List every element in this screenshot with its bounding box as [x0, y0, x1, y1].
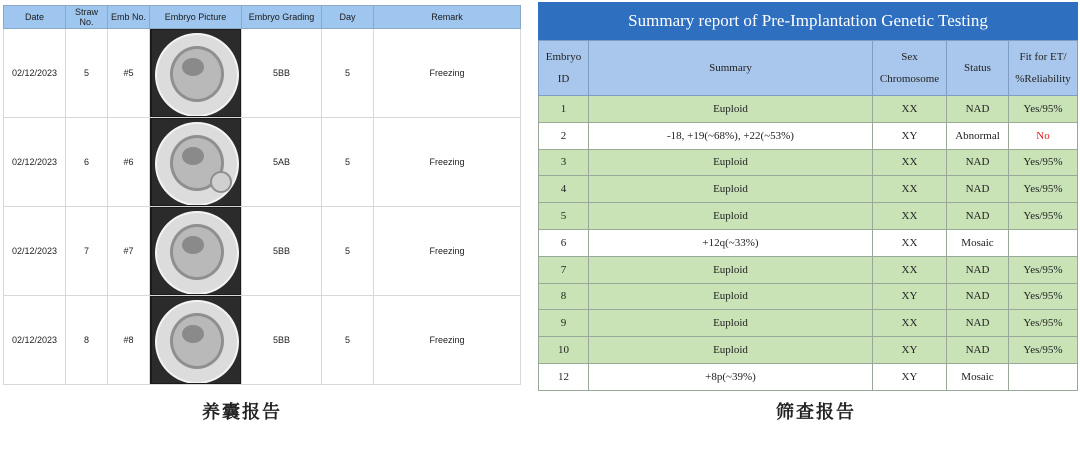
- col-header-emb: Emb No.: [108, 6, 150, 29]
- embryo-image: [152, 30, 240, 116]
- cell-status: NAD: [947, 310, 1009, 337]
- cell-sex: XY: [873, 283, 947, 310]
- cell-status: Abnormal: [947, 122, 1009, 149]
- cell-embryo-id: 12: [539, 363, 589, 390]
- cell-status: NAD: [947, 203, 1009, 230]
- cell-emb: #6: [108, 118, 150, 207]
- cell-status: NAD: [947, 283, 1009, 310]
- cell-fit: Yes/95%: [1009, 310, 1078, 337]
- cell-picture: [150, 296, 242, 385]
- cell-status: Mosaic: [947, 229, 1009, 256]
- cell-grading: 5BB: [242, 296, 322, 385]
- cell-embryo-id: 4: [539, 176, 589, 203]
- cell-straw: 7: [66, 207, 108, 296]
- table-row: [4, 29, 521, 118]
- cell-sex: XY: [873, 363, 947, 390]
- cell-fit: Yes/95%: [1009, 149, 1078, 176]
- table-row: [4, 118, 521, 207]
- pgt-report-title: Summary report of Pre-Implantation Genetic Testing: [538, 2, 1078, 40]
- cell-straw: 8: [66, 296, 108, 385]
- cell-embryo-id: 6: [539, 229, 589, 256]
- cell-emb: #7: [108, 207, 150, 296]
- cell-status: NAD: [947, 337, 1009, 364]
- embryo-image: [152, 208, 240, 294]
- cell-sex: XX: [873, 229, 947, 256]
- cell-status: NAD: [947, 176, 1009, 203]
- cell-date: 02/12/2023: [4, 207, 66, 296]
- pgt-report-caption: 筛查报告: [776, 402, 856, 423]
- cell-grading: 5BB: [242, 207, 322, 296]
- cell-fit: No: [1009, 122, 1078, 149]
- cell-embryo-id: 8: [539, 283, 589, 310]
- cell-summary: Euploid: [589, 337, 873, 364]
- cell-status: NAD: [947, 149, 1009, 176]
- cell-fit: [1009, 363, 1078, 390]
- cell-sex: XY: [873, 122, 947, 149]
- cell-embryo-id: 3: [539, 149, 589, 176]
- cell-status: Mosaic: [947, 363, 1009, 390]
- embryo-image: [152, 119, 240, 205]
- cell-status: NAD: [947, 256, 1009, 283]
- pgt-table: [538, 40, 1078, 391]
- table-row: [539, 149, 1078, 176]
- cell-fit: Yes/95%: [1009, 176, 1078, 203]
- cell-summary: Euploid: [589, 256, 873, 283]
- cell-remark: Freezing: [374, 207, 521, 296]
- cell-day: 5: [322, 118, 374, 207]
- col-header-embryo-id: Embryo ID: [539, 41, 589, 96]
- cell-sex: XX: [873, 310, 947, 337]
- col-header-remark: Remark: [374, 6, 521, 29]
- cell-picture: [150, 29, 242, 118]
- col-header-sex: Sex Chromosome: [873, 41, 947, 96]
- cell-embryo-id: 2: [539, 122, 589, 149]
- embryo-culture-report: [3, 5, 521, 385]
- cell-sex: XX: [873, 96, 947, 123]
- cell-fit: Yes/95%: [1009, 96, 1078, 123]
- cell-remark: Freezing: [374, 29, 521, 118]
- cell-picture: [150, 118, 242, 207]
- culture-table: [3, 5, 521, 385]
- cell-summary: Euploid: [589, 283, 873, 310]
- col-header-summary: Summary: [589, 41, 873, 96]
- table-row: [539, 96, 1078, 123]
- pgt-summary-report: [538, 2, 1078, 386]
- culture-report-caption: 养囊报告: [202, 402, 282, 423]
- cell-straw: 5: [66, 29, 108, 118]
- cell-embryo-id: 10: [539, 337, 589, 364]
- cell-summary: Euploid: [589, 176, 873, 203]
- cell-day: 5: [322, 207, 374, 296]
- table-row: [539, 310, 1078, 337]
- cell-grading: 5BB: [242, 29, 322, 118]
- cell-fit: Yes/95%: [1009, 203, 1078, 230]
- pgt-header-row: [539, 41, 1078, 96]
- cell-emb: #5: [108, 29, 150, 118]
- cell-grading: 5AB: [242, 118, 322, 207]
- col-header-date: Date: [4, 6, 66, 29]
- cell-status: NAD: [947, 96, 1009, 123]
- cell-date: 02/12/2023: [4, 29, 66, 118]
- col-header-grading: Embryo Grading: [242, 6, 322, 29]
- cell-fit: [1009, 229, 1078, 256]
- table-row: [539, 283, 1078, 310]
- col-header-straw: Straw No.: [66, 6, 108, 29]
- cell-date: 02/12/2023: [4, 296, 66, 385]
- col-header-day: Day: [322, 6, 374, 29]
- cell-remark: Freezing: [374, 118, 521, 207]
- cell-summary: Euploid: [589, 96, 873, 123]
- cell-embryo-id: 9: [539, 310, 589, 337]
- cell-fit: Yes/95%: [1009, 283, 1078, 310]
- cell-summary: +12q(~33%): [589, 229, 873, 256]
- embryo-image: [152, 297, 240, 383]
- table-row: [539, 256, 1078, 283]
- table-row: [539, 203, 1078, 230]
- cell-embryo-id: 5: [539, 203, 589, 230]
- table-row: [539, 363, 1078, 390]
- cell-picture: [150, 207, 242, 296]
- cell-sex: XX: [873, 176, 947, 203]
- col-header-fit: Fit for ET/ %Reliability: [1009, 41, 1078, 96]
- col-header-status: Status: [947, 41, 1009, 96]
- cell-fit: Yes/95%: [1009, 337, 1078, 364]
- table-row: [539, 176, 1078, 203]
- cell-sex: XX: [873, 203, 947, 230]
- cell-summary: Euploid: [589, 149, 873, 176]
- cell-day: 5: [322, 29, 374, 118]
- cell-sex: XY: [873, 337, 947, 364]
- cell-summary: +8p(~39%): [589, 363, 873, 390]
- cell-summary: Euploid: [589, 203, 873, 230]
- table-row: [4, 296, 521, 385]
- cell-sex: XX: [873, 149, 947, 176]
- cell-fit: Yes/95%: [1009, 256, 1078, 283]
- table-row: [539, 337, 1078, 364]
- cell-day: 5: [322, 296, 374, 385]
- cell-remark: Freezing: [374, 296, 521, 385]
- cell-emb: #8: [108, 296, 150, 385]
- table-row: [539, 229, 1078, 256]
- cell-date: 02/12/2023: [4, 118, 66, 207]
- cell-straw: 6: [66, 118, 108, 207]
- culture-header-row: [4, 6, 521, 29]
- cell-embryo-id: 7: [539, 256, 589, 283]
- cell-sex: XX: [873, 256, 947, 283]
- table-row: [539, 122, 1078, 149]
- cell-summary: Euploid: [589, 310, 873, 337]
- cell-embryo-id: 1: [539, 96, 589, 123]
- table-row: [4, 207, 521, 296]
- col-header-picture: Embryo Picture: [150, 6, 242, 29]
- cell-summary: -18, +19(~68%), +22(~53%): [589, 122, 873, 149]
